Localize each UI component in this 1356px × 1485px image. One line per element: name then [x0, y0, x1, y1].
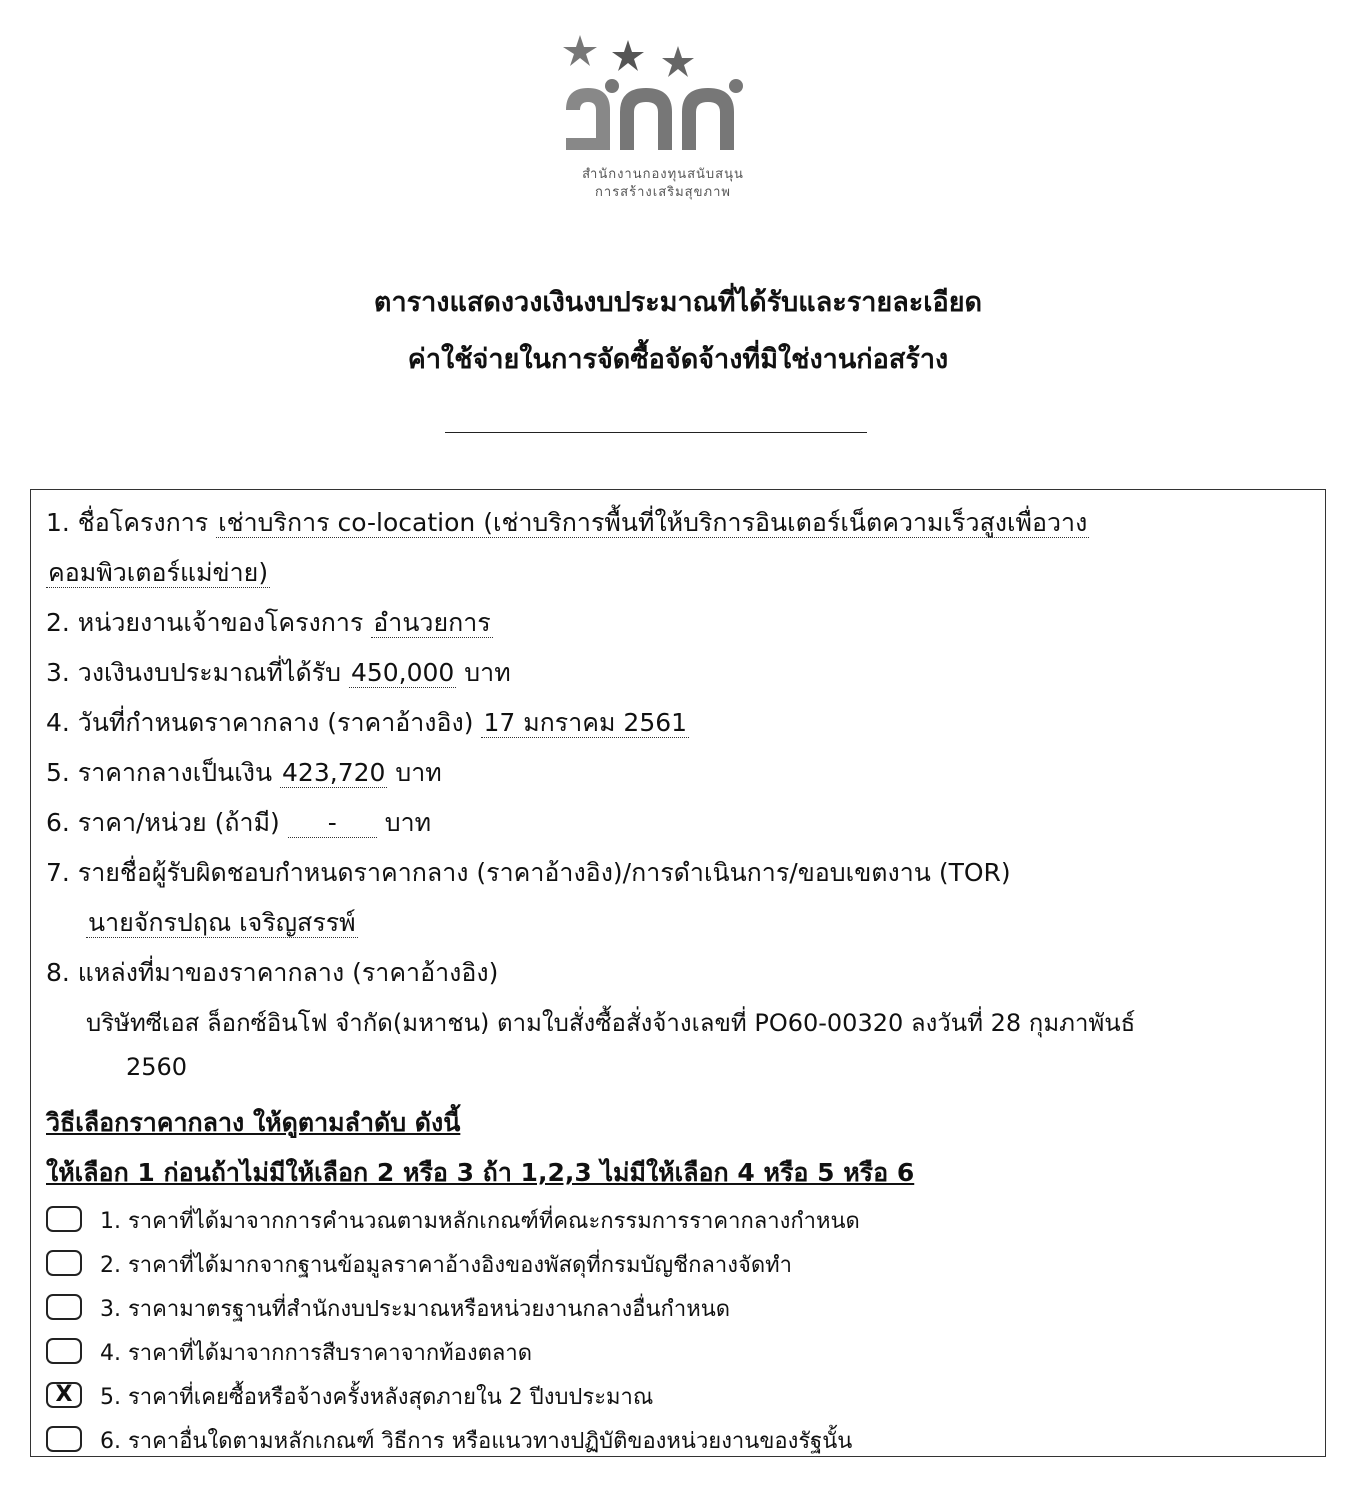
item-project-name [46, 503, 1089, 543]
item-agency [46, 603, 493, 643]
option-checkbox-6[interactable] [46, 1426, 82, 1452]
unit-price-value: - [288, 808, 377, 838]
title-divider [445, 432, 867, 433]
item-source-value-2 [126, 1053, 187, 1081]
item-responsible [46, 853, 1011, 893]
option-label-1: 1. ราคาที่ได้มาจากการคำนวณตามหลักเกณฑ์ที่คณะกรรมการราคากลางกำหนด [100, 1209, 860, 1234]
budget-label: 3. วงเงินงบประมาณที่ได้รับ [46, 658, 341, 687]
option-row-4 [46, 1335, 532, 1370]
option-label-6: 6. ราคาอื่นใดตามหลักเกณฑ์ วิธีการ หรือแนวทางปฏิบัติของหน่วยงานของรัฐนั้น [100, 1429, 853, 1454]
option-label-2: 2. ราคาที่ได้มากจากฐานข้อมูลราคาอ้างอิงของพัสดุที่กรมบัญชีกลางจัดทำ [100, 1253, 793, 1278]
item-budget [46, 653, 511, 693]
median-unit: บาท [395, 758, 442, 787]
agency-value: อำนวยการ [373, 608, 491, 637]
logo-line-1: สำนักงานกองทุนสนับสนุน [582, 167, 744, 182]
page-title-line-1: ตารางแสดงวงเงินงบประมาณที่ได้รับและรายละเอียด [373, 287, 983, 318]
source-value: บริษัทซีเอส ล็อกซ์อินโฟ จำกัด(มหาชน) ตามใบสั่งซื้อสั่งจ้างเลขที่ PO60-00320 ลงวันที่ 28 กุมภาพันธ์ [86, 1009, 1136, 1037]
responsible-label: 7. รายชื่อผู้รับผิดชอบกำหนดราคากลาง (ราคาอ้างอิง)/การดำเนินการ/ขอบเขตงาน (TOR) [46, 858, 1011, 887]
option-row-5 [46, 1379, 653, 1414]
option-checkbox-4[interactable] [46, 1338, 82, 1364]
option-row-2 [46, 1247, 792, 1282]
median-label: 5. ราคากลางเป็นเงิน [46, 758, 273, 787]
project-name-label: 1. ชื่อโครงการ [46, 508, 209, 537]
source-value-2: 2560 [126, 1053, 188, 1081]
option-label-5: 5. ราคาที่เคยซื้อหรือจ้างครั้งหลังสุดภายใน 2 ปีงบประมาณ [100, 1385, 654, 1410]
item-source [46, 953, 498, 993]
option-label-3: 3. ราคามาตรฐานที่สำนักงบประมาณหรือหน่วยงานกลางอื่นกำหนด [100, 1297, 731, 1322]
item-date [46, 703, 689, 743]
thaihealth-logo [548, 30, 778, 210]
budget-unit: บาท [464, 658, 511, 687]
source-label: 8. แหล่งที่มาของราคากลาง (ราคาอ้างอิง) [46, 958, 499, 987]
selection-instruction: ให้เลือก 1 ก่อนถ้าไม่มีให้เลือก 2 หรือ 3 ถ้า 1,2,3 ไม่มีให้เลือก 4 หรือ 5 หรือ 6 [46, 1158, 915, 1187]
item-source-value [86, 1003, 1135, 1042]
selection-heading: วิธีเลือกราคากลาง ให้ดูตามลำดับ ดังนี้ [46, 1108, 461, 1137]
item-responsible-value [86, 903, 358, 943]
logo-line-2: การสร้างเสริมสุขภาพ [595, 185, 731, 200]
option-checkbox-2[interactable] [46, 1250, 82, 1276]
option-row-6 [46, 1423, 852, 1458]
logo-mark-icon [548, 30, 778, 165]
median-value: 423,720 [282, 758, 386, 787]
responsible-value: นายจักรปฤณ เจริญสรรพ์ [88, 908, 356, 937]
unit-price-unit: บาท [384, 808, 432, 837]
date-value: 17 มกราคม 2561 [483, 708, 688, 737]
agency-label: 2. หน่วยงานเจ้าของโครงการ [46, 608, 364, 637]
unit-price-label: 6. ราคา/หน่วย (ถ้ามี) [46, 808, 280, 837]
page-title-line-2: ค่าใช้จ่ายในการจัดซื้อจัดจ้างที่มิใช่งานก่อสร้าง [407, 344, 949, 375]
item-unit-price [46, 803, 431, 843]
option-row-1 [46, 1203, 860, 1238]
option-label-4: 4. ราคาที่ได้มาจากการสืบราคาจากท้องตลาด [100, 1341, 533, 1366]
project-name-value: เช่าบริการ co-location (เช่าบริการพื้นที่ให้บริการอินเตอร์เน็ตความเร็วสูงเพื่อวาง [218, 508, 1088, 537]
item-project-name-cont [46, 553, 270, 593]
project-name-value-2: คอมพิวเตอร์แม่ข่าย) [48, 558, 269, 587]
item-median-price [46, 753, 442, 793]
budget-value: 450,000 [350, 658, 455, 687]
option-checkbox-1[interactable] [46, 1206, 82, 1232]
date-label: 4. วันที่กำหนดราคากลาง (ราคาอ้างอิง) [46, 708, 474, 737]
option-checkbox-3[interactable] [46, 1294, 82, 1320]
option-checkbox-5[interactable]: X [46, 1382, 82, 1408]
option-row-3 [46, 1291, 730, 1326]
